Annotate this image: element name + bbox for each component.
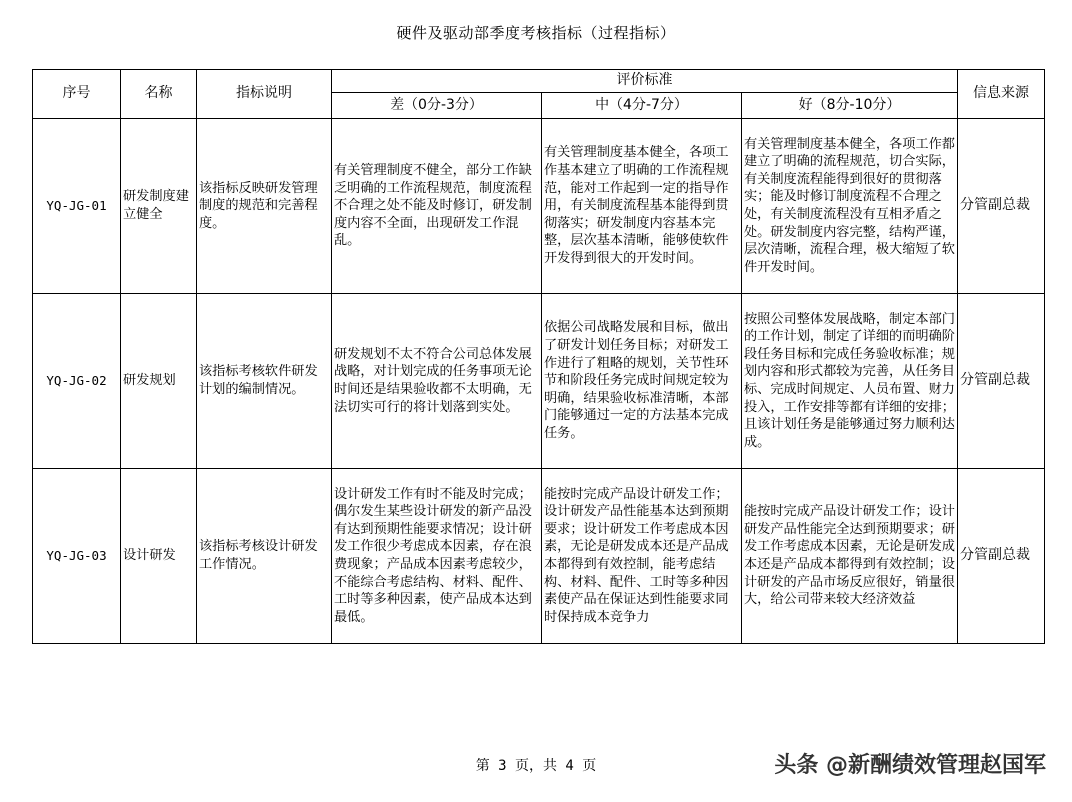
header-source: 信息来源 xyxy=(958,70,1045,119)
row-good: 按照公司整体发展战略，制定本部门的工作计划，制定了详细的而明确阶段任务目标和完成任务验收标准；规划内容和形式都较为完善，从任务目标、完成时间规定、人员布置、财力投入，工作安排等都有详细的安排；且该计划任务是能够通过努力顺利达成。 xyxy=(742,294,958,469)
header-desc: 指标说明 xyxy=(197,70,332,119)
row-good: 有关管理制度基本健全，各项工作都建立了明确的流程规范，切合实际，有关制度流程能得到很好的贯彻落实；能及时修订制度流程不合理之处，有关制度流程没有互相矛盾之处。研发制度内容完整，结构严谨，层次清晰，流程合理，极大缩短了软件开发时间。 xyxy=(742,119,958,294)
row-name: 研发制度建立健全 xyxy=(121,119,197,294)
row-desc: 该指标反映研发管理制度的规范和完善程度。 xyxy=(197,119,332,294)
row-name: 设计研发 xyxy=(121,469,197,644)
row-poor: 研发规划不太不符合公司总体发展战略，对计划完成的任务事项无论时间还是结果验收都不太明确，无法切实可行的将计划落到实处。 xyxy=(332,294,542,469)
row-name: 研发规划 xyxy=(121,294,197,469)
row-poor: 有关管理制度不健全，部分工作缺乏明确的工作流程规范，制度流程不合理之处不能及时修订，研发制度内容不全面，出现研发工作混乱。 xyxy=(332,119,542,294)
row-mid: 有关管理制度基本健全，各项工作基本建立了明确的工作流程规范，能对工作起到一定的指导作用，有关制度流程基本能得到贯彻落实；研发制度内容基本完整，层次基本清晰，能够使软件开发得到很大的开发时间。 xyxy=(542,119,742,294)
row-source: 分管副总裁 xyxy=(958,469,1045,644)
row-code: YQ-JG-01 xyxy=(33,119,121,294)
watermark-text: 头条 @新酬绩效管理赵国军 xyxy=(774,753,1046,778)
row-code: YQ-JG-02 xyxy=(33,294,121,469)
table-row xyxy=(33,119,1045,294)
header-mid: 中（4分-7分） xyxy=(542,93,742,119)
table-row xyxy=(33,469,1045,644)
row-good: 能按时完成产品设计研发工作；设计研发产品性能完全达到预期要求；研发工作考虑成本因素，无论是研发成本还是产品成本都得到有效控制；设计研发的产品市场反应很好，销量很大，给公司带来较大经济效益 xyxy=(742,469,958,644)
row-source: 分管副总裁 xyxy=(958,119,1045,294)
row-desc: 该指标考核设计研发工作情况。 xyxy=(197,469,332,644)
row-poor: 设计研发工作有时不能及时完成；偶尔发生某些设计研发的新产品没有达到预期性能要求情况；设计研发工作很少考虑成本因素，存在浪费现象；产品成本因素考虑较少，不能综合考虑结构、材料、配件、工时等多种因素，使产品成本达到最低。 xyxy=(332,469,542,644)
document-title: 硬件及驱动部季度考核指标（过程指标） xyxy=(396,24,676,42)
row-code: YQ-JG-03 xyxy=(33,469,121,644)
row-mid: 能按时完成产品设计研发工作；设计研发产品性能基本达到预期要求；设计研发工作考虑成本因素，无论是研发成本还是产品成本都得到有效控制，能考虑结构、材料、配件、工时等多种因素使产品在保证达到性能要求同时保持成本竞争力 xyxy=(542,469,742,644)
page-number: 第 3 页，共 4 页 xyxy=(475,758,597,774)
kpi-table xyxy=(32,69,1045,644)
header-criteria: 评价标准 xyxy=(332,70,958,93)
header-name: 名称 xyxy=(121,70,197,119)
row-mid: 依据公司战略发展和目标，做出了研发计划任务目标；对研发工作进行了粗略的规划，关节性环节和阶段任务完成时间规定较为明确，结果验收标准清晰，本部门能够通过一定的方法基本完成任务。 xyxy=(542,294,742,469)
header-poor: 差（0分-3分） xyxy=(332,93,542,119)
table-row xyxy=(33,294,1045,469)
row-source: 分管副总裁 xyxy=(958,294,1045,469)
header-seq: 序号 xyxy=(33,70,121,119)
header-good: 好（8分-10分） xyxy=(742,93,958,119)
row-desc: 该指标考核软件研发计划的编制情况。 xyxy=(197,294,332,469)
